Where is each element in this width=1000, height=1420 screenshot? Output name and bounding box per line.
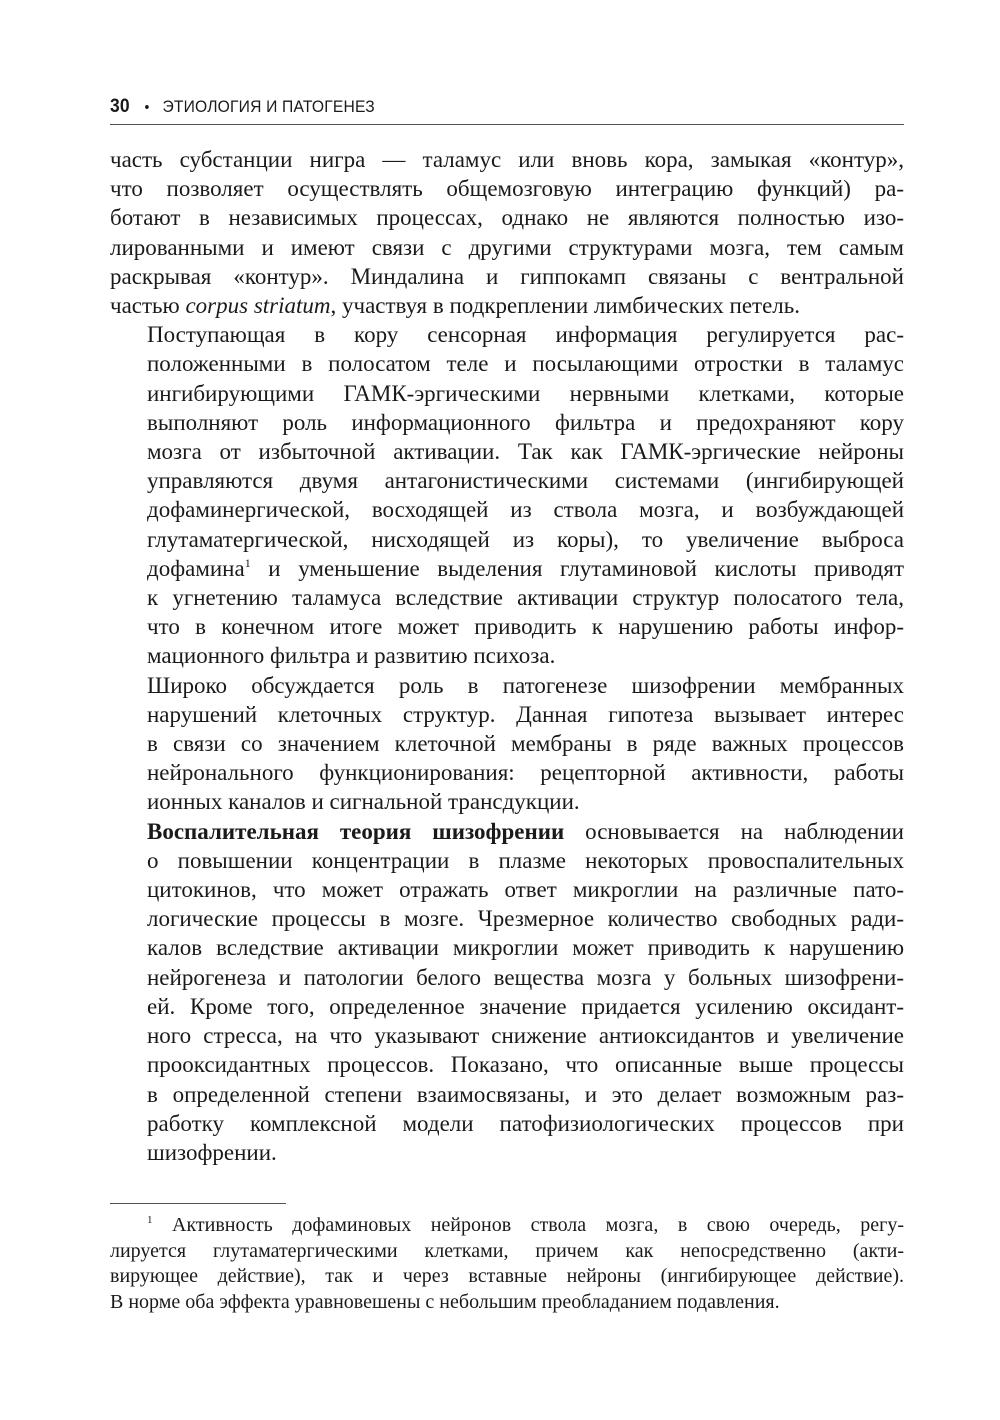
text-run: частью [110,293,186,319]
text-line: выполняют роль информационного фильтра и предохраняют кору [147,409,904,435]
text-line: В норме оба эффекта уравновешены с небольшим преобладанием подавления. [110,1290,780,1313]
text-line: что в конечном итоге может приводить к нарушению работы инфор- [147,614,904,640]
text-line [110,1213,904,1239]
footnote-divider [110,1203,286,1204]
text-line: в определенной степени взаимосвязаны, и это делает возможным раз- [147,1081,904,1107]
running-header [110,96,904,125]
text-line: ионных каналов и сигнальной трансдукции. [147,789,580,815]
footnote-marker: 1 [147,1214,153,1227]
text-line: нейронального функционирования: рецепторной активности, работы [147,760,904,786]
text-line: управляются двумя антагонистическими системами (ингибирующей [147,468,904,494]
text-line: о повышении концентрации в плазме некоторых провоспалительных [147,847,904,873]
text-line: вирующее действие), так и через вставные нейроны (ингибирующее действие). [110,1265,904,1288]
text-run: и уменьшение выделения глутаминовой кислоты приводят [250,555,904,581]
text-line: шизофрении. [147,1139,277,1165]
text-line: в связи со значением клеточной мембраны в ряде важных процессов [147,731,904,757]
book-page [110,96,904,1315]
text-line: Поступающая в кору сенсорная информация регулируется рас- [147,322,904,348]
text-line: мационного фильтра и развитию психоза. [147,643,556,669]
latin-term: corpus striatum [185,293,331,319]
text-line: что позволяет осуществлять общемозговую интеграцию функций) ра- [110,176,904,202]
text-line: ей. Кроме того, определенное значение придается усилению оксидант- [147,993,904,1019]
text-line: нарушений клеточных структур. Данная гипотеза вызывает интерес [147,701,904,727]
bold-term: Воспалительная теория шизофрении [147,818,565,844]
paragraph-4 [110,817,904,1167]
text-line [110,554,904,583]
text-line: цитокинов, что может отражать ответ микроглии на различные пато- [147,877,904,903]
text-line: к угнетению таламуса вследствие активации структур полосатого тела, [147,585,904,611]
text-line: глутаматергической, нисходящей из коры), то увеличение выброса [147,526,904,552]
text-line: мозга от избыточной активации. Так как ГАМК-эргические нейроны [147,439,904,465]
footnote [110,1213,904,1315]
text-line: калов вследствие активации микроглии может приводить к нарушению [147,935,904,961]
page-number: 30 [110,96,130,117]
text-line: прооксидантных процессов. Показано, что описанные выше процессы [147,1052,904,1078]
text-run: Активность дофаминовых нейронов ствола мозга, в свою очередь, регу- [152,1214,904,1237]
text-line: ного стресса, на что указывают снижение антиоксидантов и увеличение [147,1023,904,1049]
paragraph-2 [110,320,904,670]
text-run: основывается на наблюдении [564,818,904,844]
text-line: лированными и имеют связи с другими структурами мозга, тем самым [110,234,904,260]
text-line: раскрывая «контур». Миндалина и гиппокамп связаны с вентральной [110,263,904,289]
body-text [110,145,904,1167]
paragraph-1 [110,145,904,320]
text-line: ингибирующими ГАМК-эргическими нервными клетками, которые [147,380,904,406]
text-line [110,817,904,846]
text-line: часть субстанции нигра — таламус или вновь кора, замыкая «контур», [110,147,904,172]
text-line: лируется глутаматергическими клетками, причем как непосредственно (акти- [110,1239,904,1262]
paragraph-3 [110,671,904,817]
text-line: логические процессы в мозге. Чрезмерное количество свободных ради- [147,906,904,932]
text-run: , участвуя в подкреплении лимбических петель. [330,293,801,319]
text-line: положенными в полосатом теле и посылающими отростки в таламус [147,351,904,377]
footnote-ref[interactable]: 1 [244,555,251,570]
text-line: работку комплексной модели патофизиологических процессов при [147,1110,904,1136]
header-bullet: • [144,99,150,116]
section-title: ЭТИОЛОГИЯ И ПАТОГЕНЕЗ [162,97,375,116]
text-run: дофамина [147,555,245,581]
text-line [110,291,904,320]
text-line: ботают в независимых процессах, однако не являются полностью изо- [110,205,904,231]
text-line: дофаминергической, восходящей из ствола мозга, и возбуждающей [147,497,904,523]
text-line: нейрогенеза и патологии белого вещества мозга у больных шизофрени- [147,964,904,990]
text-line: Широко обсуждается роль в патогенезе шизофрении мембранных [147,672,904,698]
